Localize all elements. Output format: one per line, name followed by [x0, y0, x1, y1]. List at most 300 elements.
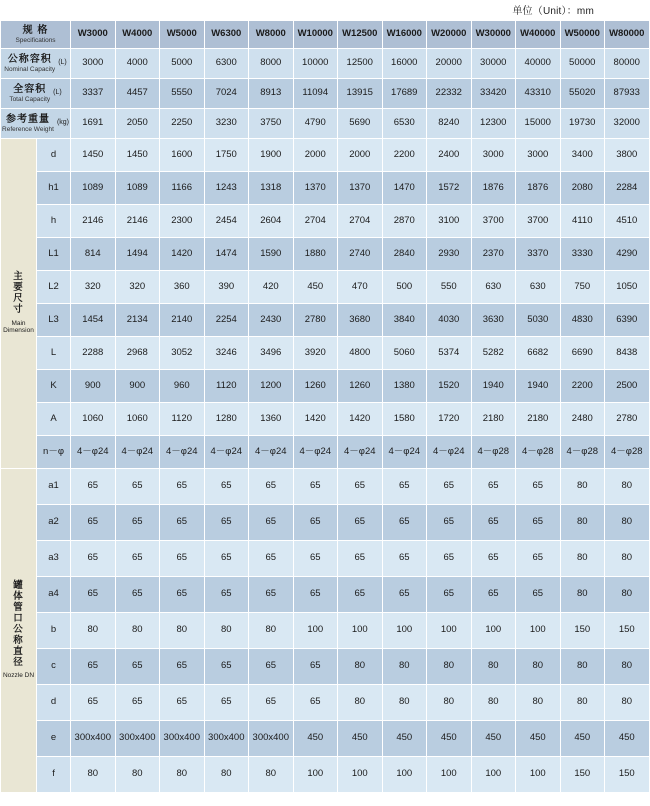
- table-row: [1, 370, 650, 403]
- cell-W8000: 4－φ24: [249, 436, 294, 469]
- cell-W12500: 2000: [338, 139, 383, 172]
- cell-W30000: 3700: [471, 205, 516, 238]
- cell-W10000: 450: [293, 271, 338, 304]
- cell-W40000: 43310: [516, 79, 561, 109]
- cell-W6300: 300x400: [204, 721, 249, 757]
- cell-W10000: 65: [293, 469, 338, 505]
- cell-W4000: 65: [115, 469, 160, 505]
- header-model-W20000: W20000: [427, 21, 472, 49]
- cell-W10000: 1420: [293, 403, 338, 436]
- cell-W50000: 450: [560, 721, 605, 757]
- cell-W12500: 4－φ24: [338, 436, 383, 469]
- cell-W30000: 4－φ28: [471, 436, 516, 469]
- cell-W20000: 550: [427, 271, 472, 304]
- cell-W6300: 1120: [204, 370, 249, 403]
- cell-W8000: 65: [249, 505, 294, 541]
- cell-W6300: 2454: [204, 205, 249, 238]
- header-spec-cn: 规 格: [22, 25, 49, 37]
- table-row: [1, 685, 650, 721]
- cell-W50000: 4－φ28: [560, 436, 605, 469]
- cell-W6300: 65: [204, 685, 249, 721]
- cell-W80000: 2284: [605, 172, 650, 205]
- cell-W8000: 65: [249, 469, 294, 505]
- cell-W40000: 80: [516, 649, 561, 685]
- cell-W10000: 1260: [293, 370, 338, 403]
- cell-W10000: 450: [293, 721, 338, 757]
- cell-W30000: 2180: [471, 403, 516, 436]
- cell-W10000: 65: [293, 685, 338, 721]
- cell-W50000: 6690: [560, 337, 605, 370]
- cell-W12500: 450: [338, 721, 383, 757]
- symbol-L1: L1: [37, 238, 71, 271]
- header-model-W80000: W80000: [605, 21, 650, 49]
- cell-W20000: 80: [427, 649, 472, 685]
- cell-W16000: 4－φ24: [382, 436, 427, 469]
- cell-W30000: 65: [471, 577, 516, 613]
- cell-W8000: 3496: [249, 337, 294, 370]
- cell-W4000: 2968: [115, 337, 160, 370]
- cell-W8000: 1318: [249, 172, 294, 205]
- cell-W16000: 80: [382, 685, 427, 721]
- cell-W12500: 13915: [338, 79, 383, 109]
- cell-W6300: 7024: [204, 79, 249, 109]
- cell-W16000: 100: [382, 757, 427, 793]
- table-row: [1, 49, 650, 79]
- cell-W50000: 750: [560, 271, 605, 304]
- header-model-W12500: W12500: [338, 21, 383, 49]
- cell-W10000: 10000: [293, 49, 338, 79]
- symbol-c: c: [37, 649, 71, 685]
- cell-W4000: 65: [115, 505, 160, 541]
- cell-W10000: 11094: [293, 79, 338, 109]
- symbol-A: A: [37, 403, 71, 436]
- cell-W50000: 2200: [560, 370, 605, 403]
- cell-W40000: 4－φ28: [516, 436, 561, 469]
- cell-W6300: 65: [204, 505, 249, 541]
- cell-W4000: 320: [115, 271, 160, 304]
- cell-W6300: 1280: [204, 403, 249, 436]
- cell-W40000: 450: [516, 721, 561, 757]
- cell-W30000: 80: [471, 649, 516, 685]
- cell-W5000: 2140: [160, 304, 205, 337]
- cell-W6300: 65: [204, 649, 249, 685]
- symbol-a4: a4: [37, 577, 71, 613]
- cell-W16000: 16000: [382, 49, 427, 79]
- table-row: [1, 205, 650, 238]
- cell-W8000: 2430: [249, 304, 294, 337]
- cell-W3000: 65: [71, 541, 116, 577]
- cell-W6300: 65: [204, 541, 249, 577]
- cell-W16000: 100: [382, 613, 427, 649]
- cell-W8000: 65: [249, 649, 294, 685]
- cell-W3000: 65: [71, 505, 116, 541]
- cell-W50000: 150: [560, 613, 605, 649]
- table-row: [1, 337, 650, 370]
- row-label-2: 参考重量 Reference Weight (kg): [1, 109, 71, 139]
- header-model-W10000: W10000: [293, 21, 338, 49]
- cell-W8000: 8913: [249, 79, 294, 109]
- cell-W8000: 2604: [249, 205, 294, 238]
- header-model-W50000: W50000: [560, 21, 605, 49]
- cell-W40000: 100: [516, 757, 561, 793]
- cell-W80000: 6390: [605, 304, 650, 337]
- cell-W5000: 2250: [160, 109, 205, 139]
- cell-W50000: 19730: [560, 109, 605, 139]
- cell-W16000: 1380: [382, 370, 427, 403]
- table-row: [1, 541, 650, 577]
- cell-W16000: 65: [382, 541, 427, 577]
- cell-W5000: 65: [160, 577, 205, 613]
- cell-W8000: 1590: [249, 238, 294, 271]
- symbol-b: b: [37, 613, 71, 649]
- symbol-L: L: [37, 337, 71, 370]
- cell-W3000: 80: [71, 613, 116, 649]
- cell-W50000: 80: [560, 505, 605, 541]
- symbol-K: K: [37, 370, 71, 403]
- cell-W10000: 2780: [293, 304, 338, 337]
- cell-W80000: 80: [605, 649, 650, 685]
- cell-W3000: 1691: [71, 109, 116, 139]
- cell-W3000: 65: [71, 685, 116, 721]
- cell-W12500: 4800: [338, 337, 383, 370]
- cell-W10000: 100: [293, 613, 338, 649]
- cell-W16000: 2870: [382, 205, 427, 238]
- cell-W4000: 80: [115, 757, 160, 793]
- cell-W6300: 3230: [204, 109, 249, 139]
- symbol-h1: h1: [37, 172, 71, 205]
- cell-W4000: 1060: [115, 403, 160, 436]
- cell-W80000: 80: [605, 469, 650, 505]
- header-model-W4000: W4000: [115, 21, 160, 49]
- cell-W12500: 65: [338, 505, 383, 541]
- cell-W40000: 3000: [516, 139, 561, 172]
- symbol-L3: L3: [37, 304, 71, 337]
- cell-W30000: 65: [471, 541, 516, 577]
- cell-W12500: 1420: [338, 403, 383, 436]
- cell-W12500: 100: [338, 757, 383, 793]
- cell-W80000: 80000: [605, 49, 650, 79]
- table-row: [1, 304, 650, 337]
- cell-W8000: 1900: [249, 139, 294, 172]
- cell-W80000: 80: [605, 505, 650, 541]
- cell-W30000: 30000: [471, 49, 516, 79]
- cell-W16000: 3840: [382, 304, 427, 337]
- cell-W20000: 65: [427, 577, 472, 613]
- cell-W20000: 65: [427, 541, 472, 577]
- cell-W3000: 1089: [71, 172, 116, 205]
- cell-W4000: 2134: [115, 304, 160, 337]
- cell-W4000: 300x400: [115, 721, 160, 757]
- table-row: [1, 436, 650, 469]
- cell-W4000: 65: [115, 649, 160, 685]
- cell-W4000: 80: [115, 613, 160, 649]
- cell-W50000: 4110: [560, 205, 605, 238]
- cell-W10000: 4－φ24: [293, 436, 338, 469]
- cell-W40000: 65: [516, 469, 561, 505]
- cell-W10000: 65: [293, 505, 338, 541]
- cell-W3000: 1450: [71, 139, 116, 172]
- cell-W10000: 3920: [293, 337, 338, 370]
- cell-W5000: 2300: [160, 205, 205, 238]
- cell-W16000: 1580: [382, 403, 427, 436]
- cell-W12500: 80: [338, 649, 383, 685]
- cell-W3000: 2288: [71, 337, 116, 370]
- cell-W5000: 1600: [160, 139, 205, 172]
- cell-W8000: 80: [249, 613, 294, 649]
- cell-W80000: 4290: [605, 238, 650, 271]
- cell-W30000: 5282: [471, 337, 516, 370]
- symbol-a2: a2: [37, 505, 71, 541]
- cell-W10000: 1880: [293, 238, 338, 271]
- cell-W10000: 65: [293, 577, 338, 613]
- cell-W6300: 80: [204, 757, 249, 793]
- table-header-row: [1, 21, 650, 49]
- cell-W3000: 900: [71, 370, 116, 403]
- cell-W5000: 5000: [160, 49, 205, 79]
- cell-W40000: 2180: [516, 403, 561, 436]
- cell-W50000: 150: [560, 757, 605, 793]
- table-row: [1, 613, 650, 649]
- cell-W5000: 300x400: [160, 721, 205, 757]
- cell-W50000: 80: [560, 541, 605, 577]
- cell-W16000: 6530: [382, 109, 427, 139]
- cell-W3000: 65: [71, 469, 116, 505]
- cell-W50000: 50000: [560, 49, 605, 79]
- table-row: [1, 469, 650, 505]
- cell-W40000: 3370: [516, 238, 561, 271]
- symbol-f: f: [37, 757, 71, 793]
- cell-W5000: 65: [160, 685, 205, 721]
- cell-W8000: 3750: [249, 109, 294, 139]
- cell-W8000: 1200: [249, 370, 294, 403]
- cell-W3000: 2146: [71, 205, 116, 238]
- cell-W30000: 100: [471, 613, 516, 649]
- table-row: [1, 79, 650, 109]
- cell-W20000: 65: [427, 505, 472, 541]
- cell-W3000: 1454: [71, 304, 116, 337]
- cell-W6300: 80: [204, 613, 249, 649]
- cell-W50000: 55020: [560, 79, 605, 109]
- cell-W3000: 65: [71, 577, 116, 613]
- header-model-W16000: W16000: [382, 21, 427, 49]
- section-label-main-dimension: 主 要 尺 寸 Main Dimension: [1, 139, 37, 469]
- table-row: [1, 271, 650, 304]
- table-row: [1, 139, 650, 172]
- table-row: [1, 757, 650, 793]
- cell-W5000: 360: [160, 271, 205, 304]
- cell-W50000: 2480: [560, 403, 605, 436]
- cell-W80000: 2500: [605, 370, 650, 403]
- cell-W16000: 5060: [382, 337, 427, 370]
- cell-W16000: 1470: [382, 172, 427, 205]
- cell-W80000: 8438: [605, 337, 650, 370]
- table-row: [1, 505, 650, 541]
- cell-W6300: 4－φ24: [204, 436, 249, 469]
- cell-W8000: 300x400: [249, 721, 294, 757]
- cell-W20000: 1572: [427, 172, 472, 205]
- table-row: [1, 109, 650, 139]
- symbol-d: d: [37, 139, 71, 172]
- cell-W16000: 65: [382, 505, 427, 541]
- cell-W20000: 20000: [427, 49, 472, 79]
- cell-W6300: 65: [204, 469, 249, 505]
- cell-W3000: 1060: [71, 403, 116, 436]
- cell-W16000: 2200: [382, 139, 427, 172]
- cell-W12500: 2704: [338, 205, 383, 238]
- cell-W20000: 22332: [427, 79, 472, 109]
- cell-W16000: 17689: [382, 79, 427, 109]
- header-model-W8000: W8000: [249, 21, 294, 49]
- cell-W50000: 80: [560, 649, 605, 685]
- cell-W80000: 80: [605, 577, 650, 613]
- cell-W16000: 450: [382, 721, 427, 757]
- cell-W6300: 3246: [204, 337, 249, 370]
- header-spec-en: Specifications: [15, 36, 56, 44]
- cell-W10000: 100: [293, 757, 338, 793]
- cell-W4000: 2146: [115, 205, 160, 238]
- cell-W5000: 80: [160, 613, 205, 649]
- cell-W30000: 100: [471, 757, 516, 793]
- cell-W4000: 4000: [115, 49, 160, 79]
- cell-W6300: 65: [204, 577, 249, 613]
- cell-W6300: 6300: [204, 49, 249, 79]
- cell-W50000: 80: [560, 577, 605, 613]
- cell-W12500: 5690: [338, 109, 383, 139]
- cell-W4000: 2050: [115, 109, 160, 139]
- cell-W50000: 3330: [560, 238, 605, 271]
- cell-W30000: 630: [471, 271, 516, 304]
- cell-W30000: 12300: [471, 109, 516, 139]
- cell-W12500: 65: [338, 469, 383, 505]
- specification-table: [0, 20, 650, 793]
- section-label-nozzle: 罐 体 管 口 公 称 直 径 Nozzle DN: [1, 469, 37, 793]
- cell-W16000: 80: [382, 649, 427, 685]
- cell-W20000: 100: [427, 613, 472, 649]
- cell-W20000: 5374: [427, 337, 472, 370]
- header-model-W40000: W40000: [516, 21, 561, 49]
- cell-W20000: 1520: [427, 370, 472, 403]
- cell-W20000: 4030: [427, 304, 472, 337]
- symbol-h: h: [37, 205, 71, 238]
- cell-W30000: 65: [471, 505, 516, 541]
- cell-W20000: 450: [427, 721, 472, 757]
- cell-W30000: 3000: [471, 139, 516, 172]
- cell-W40000: 80: [516, 685, 561, 721]
- cell-W40000: 15000: [516, 109, 561, 139]
- cell-W20000: 2930: [427, 238, 472, 271]
- cell-W3000: 814: [71, 238, 116, 271]
- cell-W30000: 1876: [471, 172, 516, 205]
- header-model-W3000: W3000: [71, 21, 116, 49]
- cell-W30000: 2370: [471, 238, 516, 271]
- cell-W4000: 4－φ24: [115, 436, 160, 469]
- cell-W3000: 65: [71, 649, 116, 685]
- cell-W8000: 65: [249, 685, 294, 721]
- cell-W5000: 65: [160, 469, 205, 505]
- cell-W12500: 3680: [338, 304, 383, 337]
- cell-W40000: 40000: [516, 49, 561, 79]
- symbol-L2: L2: [37, 271, 71, 304]
- cell-W10000: 1370: [293, 172, 338, 205]
- cell-W5000: 65: [160, 541, 205, 577]
- cell-W80000: 32000: [605, 109, 650, 139]
- cell-W10000: 4790: [293, 109, 338, 139]
- cell-W6300: 1750: [204, 139, 249, 172]
- cell-W80000: 4－φ28: [605, 436, 650, 469]
- row-label-0: 公称容积 Nominal Capacity (L): [1, 49, 71, 79]
- cell-W80000: 87933: [605, 79, 650, 109]
- cell-W12500: 470: [338, 271, 383, 304]
- cell-W30000: 1940: [471, 370, 516, 403]
- cell-W80000: 4510: [605, 205, 650, 238]
- cell-W3000: 320: [71, 271, 116, 304]
- cell-W12500: 2740: [338, 238, 383, 271]
- cell-W3000: 3000: [71, 49, 116, 79]
- cell-W8000: 420: [249, 271, 294, 304]
- cell-W6300: 1474: [204, 238, 249, 271]
- cell-W50000: 80: [560, 685, 605, 721]
- cell-W40000: 1940: [516, 370, 561, 403]
- symbol-a1: a1: [37, 469, 71, 505]
- cell-W5000: 1420: [160, 238, 205, 271]
- cell-W30000: 33420: [471, 79, 516, 109]
- symbol-d: d: [37, 685, 71, 721]
- table-row: [1, 172, 650, 205]
- cell-W12500: 80: [338, 685, 383, 721]
- cell-W20000: 65: [427, 469, 472, 505]
- cell-W16000: 2840: [382, 238, 427, 271]
- cell-W50000: 2080: [560, 172, 605, 205]
- cell-W80000: 150: [605, 613, 650, 649]
- header-model-W5000: W5000: [160, 21, 205, 49]
- cell-W40000: 3700: [516, 205, 561, 238]
- cell-W5000: 960: [160, 370, 205, 403]
- cell-W30000: 65: [471, 469, 516, 505]
- cell-W5000: 1120: [160, 403, 205, 436]
- cell-W12500: 65: [338, 541, 383, 577]
- cell-W16000: 500: [382, 271, 427, 304]
- cell-W80000: 150: [605, 757, 650, 793]
- cell-W40000: 5030: [516, 304, 561, 337]
- cell-W12500: 1260: [338, 370, 383, 403]
- cell-W3000: 4－φ24: [71, 436, 116, 469]
- cell-W5000: 80: [160, 757, 205, 793]
- cell-W12500: 12500: [338, 49, 383, 79]
- cell-W80000: 80: [605, 685, 650, 721]
- table-row: [1, 403, 650, 436]
- cell-W5000: 4－φ24: [160, 436, 205, 469]
- cell-W4000: 65: [115, 685, 160, 721]
- table-body: [1, 21, 650, 793]
- symbol-n－φ: n－φ: [37, 436, 71, 469]
- cell-W40000: 65: [516, 541, 561, 577]
- cell-W40000: 1876: [516, 172, 561, 205]
- cell-W10000: 65: [293, 541, 338, 577]
- cell-W12500: 1370: [338, 172, 383, 205]
- cell-W5000: 65: [160, 649, 205, 685]
- cell-W8000: 65: [249, 541, 294, 577]
- header-model-W30000: W30000: [471, 21, 516, 49]
- cell-W20000: 100: [427, 757, 472, 793]
- cell-W8000: 80: [249, 757, 294, 793]
- header-spec-cell: [1, 21, 71, 49]
- cell-W5000: 1166: [160, 172, 205, 205]
- cell-W5000: 65: [160, 505, 205, 541]
- cell-W50000: 3400: [560, 139, 605, 172]
- cell-W10000: 2000: [293, 139, 338, 172]
- symbol-e: e: [37, 721, 71, 757]
- table-row: [1, 721, 650, 757]
